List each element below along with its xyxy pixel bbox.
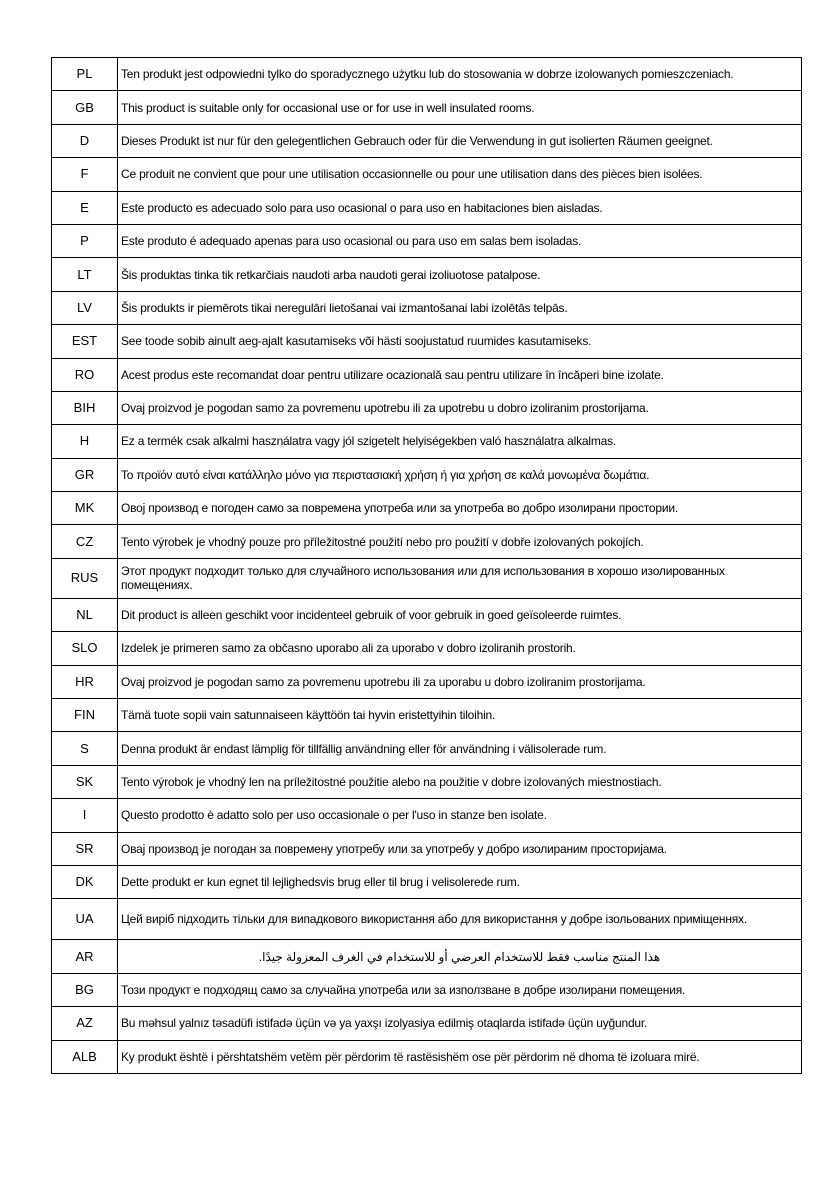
table-row <box>52 191 802 224</box>
table-row <box>52 391 802 424</box>
table-row <box>52 732 802 765</box>
warning-text: Questo prodotto è adatto solo per uso occasionale o per l'uso in stanze ben isolate. <box>118 799 802 832</box>
warning-text: Acest produs este recomandat doar pentru utilizare ocazională sau pentru utilizare în încăperi bine izolate. <box>118 358 802 391</box>
language-code: GR <box>52 458 118 491</box>
language-code: EST <box>52 325 118 358</box>
warning-text: Bu məhsul yalnız təsadüfi istifadə üçün və ya yaxşı izolyasiya edilmiş otaqlarda istifadə üçün uyğundur. <box>118 1007 802 1040</box>
table-row <box>52 58 802 91</box>
warning-text: Este producto es adecuado solo para uso ocasional o para uso en habitaciones bien aisladas. <box>118 191 802 224</box>
language-code: RUS <box>52 558 118 598</box>
warning-text: Цей виріб підходить тільки для випадкового використання або для використання у добре ізольованих приміщеннях. <box>118 899 802 940</box>
language-code: AZ <box>52 1007 118 1040</box>
language-rows <box>52 58 802 1074</box>
language-code: GB <box>52 91 118 124</box>
warning-text: Овај производ је погодан за повремену употребу или за употребу у добро изолираним просторијама. <box>118 832 802 865</box>
language-code: FIN <box>52 699 118 732</box>
language-code: I <box>52 799 118 832</box>
language-code: MK <box>52 492 118 525</box>
table-row <box>52 492 802 525</box>
table-row <box>52 91 802 124</box>
table-row <box>52 598 802 631</box>
language-code: DK <box>52 865 118 898</box>
warning-text: Este produto é adequado apenas para uso ocasional ou para uso em salas bem isoladas. <box>118 224 802 257</box>
table-row <box>52 124 802 157</box>
warning-text: Ez a termék csak alkalmi használatra vagy jól szigetelt helyiségekben való használatra alkalmas. <box>118 425 802 458</box>
warning-text: Dette produkt er kun egnet til lejlighedsvis brug eller til brug i velisolerede rum. <box>118 865 802 898</box>
language-code: ALB <box>52 1040 118 1073</box>
warning-text: Tento výrobok je vhodný len na príležitostné použitie alebo na použitie v dobre izolovaných miestnostiach. <box>118 765 802 798</box>
warning-text: Dit product is alleen geschikt voor incidenteel gebruik of voor gebruik in goed geïsoleerde ruimtes. <box>118 598 802 631</box>
table-row <box>52 558 802 598</box>
warning-text: Этот продукт подходит только для случайного использования или для использования в хорошо изолированных помещениях. <box>118 558 802 598</box>
table-row <box>52 899 802 940</box>
language-code: CZ <box>52 525 118 558</box>
warning-text: Ky produkt është i përshtatshëm vetëm për përdorim të rastësishëm ose për përdorim në dhoma të izoluara mirë. <box>118 1040 802 1073</box>
warning-text: Ce produit ne convient que pour une utilisation occasionnelle ou pour une utilisation dans des pièces bien isolées. <box>118 158 802 191</box>
warning-text: Šis produktas tinka tik retkarčiais naudoti arba naudoti gerai izoliuotose patalpose. <box>118 258 802 291</box>
language-code: BG <box>52 973 118 1006</box>
table-row <box>52 1007 802 1040</box>
language-code: P <box>52 224 118 257</box>
warning-text: Tento výrobek je vhodný pouze pro příležitostné použití nebo pro použití v dobře izolovaných pokojích. <box>118 525 802 558</box>
table-row <box>52 224 802 257</box>
language-code: LV <box>52 291 118 324</box>
table-row <box>52 632 802 665</box>
table-row <box>52 940 802 973</box>
language-code: HR <box>52 665 118 698</box>
language-code: F <box>52 158 118 191</box>
warning-text: Ten produkt jest odpowiedni tylko do sporadycznego użytku lub do stosowania w dobrze izolowanych pomieszczeniach. <box>118 58 802 91</box>
table-row <box>52 358 802 391</box>
warning-text: Šis produkts ir piemērots tikai neregulāri lietošanai vai izmantošanai labi izolētās telpās. <box>118 291 802 324</box>
language-code: NL <box>52 598 118 631</box>
warning-text: Denna produkt är endast lämplig för tillfällig användning eller för användning i välisolerade rum. <box>118 732 802 765</box>
table-row <box>52 1040 802 1073</box>
table-row <box>52 973 802 1006</box>
language-code: LT <box>52 258 118 291</box>
language-code: H <box>52 425 118 458</box>
language-code: SR <box>52 832 118 865</box>
table-row <box>52 865 802 898</box>
language-code: E <box>52 191 118 224</box>
table-row <box>52 258 802 291</box>
warning-text: See toode sobib ainult aeg-ajalt kasutamiseks või hästi soojustatud ruumides kasutamiseks. <box>118 325 802 358</box>
warning-text: Овој производ е погоден само за повремена употреба или за употреба во добро изолирани простории. <box>118 492 802 525</box>
warning-text: Το προϊόν αυτό είναι κατάλληλο μόνο για περιστασιακή χρήση ή για χρήση σε καλά μονωμένα δωμάτια. <box>118 458 802 491</box>
language-code: RO <box>52 358 118 391</box>
language-code: D <box>52 124 118 157</box>
table-row <box>52 832 802 865</box>
table-row <box>52 291 802 324</box>
table-row <box>52 158 802 191</box>
language-code: UA <box>52 899 118 940</box>
table-row <box>52 458 802 491</box>
warning-text: Ovaj proizvod je pogodan samo za povremenu upotrebu ili za uporabu u dobro izoliranim prostorijama. <box>118 665 802 698</box>
table-row <box>52 325 802 358</box>
warning-text: Ovaj proizvod je pogodan samo za povremenu upotrebu ili za upotrebu u dobro izoliranim prostorijama. <box>118 391 802 424</box>
warning-text: Izdelek je primeren samo za občasno uporabo ali za uporabo v dobro izoliranih prostorih. <box>118 632 802 665</box>
warning-text: Dieses Produkt ist nur für den gelegentlichen Gebrauch oder für die Verwendung in gut isolierten Räumen geeignet. <box>118 124 802 157</box>
warning-text: Този продукт е подходящ само за случайна употреба или за използване в добре изолирани помещения. <box>118 973 802 1006</box>
language-code: SLO <box>52 632 118 665</box>
language-code: AR <box>52 940 118 973</box>
table-row <box>52 665 802 698</box>
table-row <box>52 765 802 798</box>
table-row <box>52 799 802 832</box>
language-warning-table <box>51 57 802 1074</box>
table-row <box>52 525 802 558</box>
language-code: S <box>52 732 118 765</box>
table-row <box>52 699 802 732</box>
table-row <box>52 425 802 458</box>
language-code: SK <box>52 765 118 798</box>
language-code: PL <box>52 58 118 91</box>
warning-text: Tämä tuote sopii vain satunnaiseen käyttöön tai hyvin eristettyihin tiloihin. <box>118 699 802 732</box>
language-code: BIH <box>52 391 118 424</box>
warning-text: هذا المنتج مناسب فقط للاستخدام العرضي أو للاستخدام في الغرف المعزولة جيدًا. <box>118 940 802 973</box>
warning-text: This product is suitable only for occasional use or for use in well insulated rooms. <box>118 91 802 124</box>
